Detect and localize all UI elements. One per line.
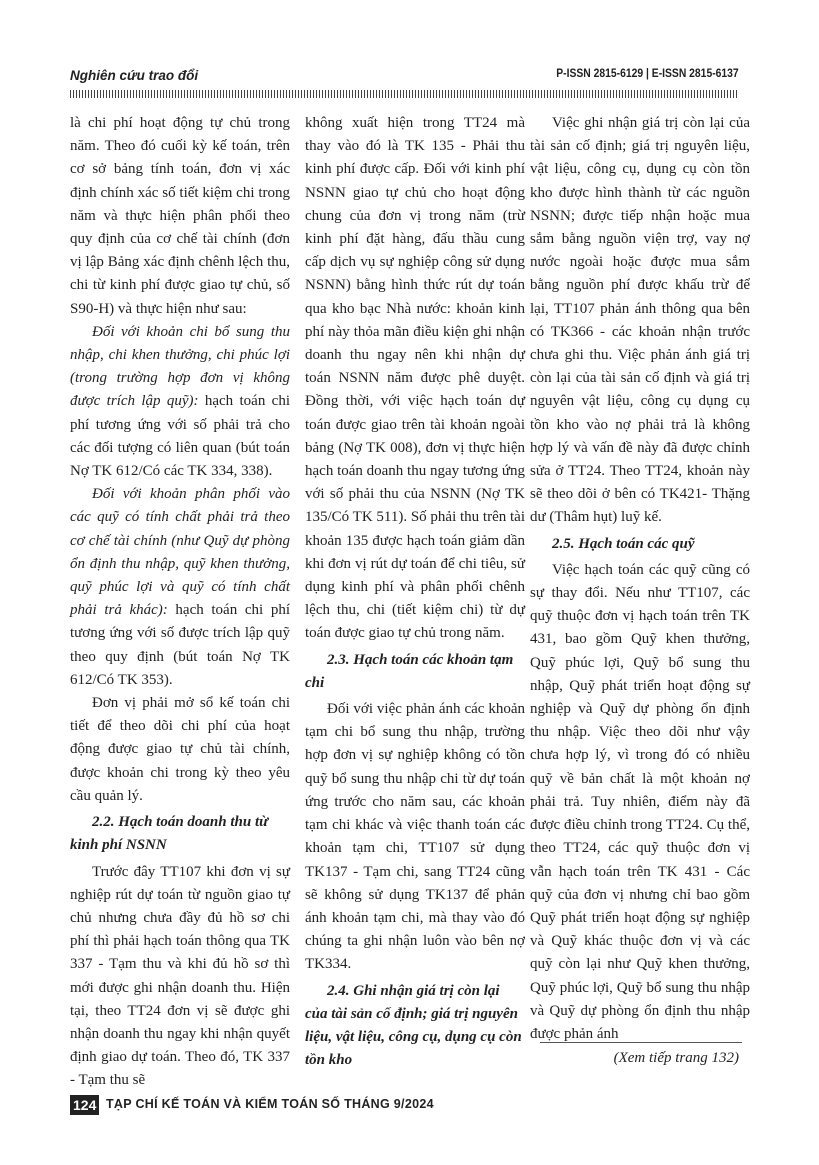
paragraph: không xuất hiện trong TT24 mà thay vào đó là TK 135 - Phải thu kinh phí được cấp. Đối với kinh phí NSNN giao tự chủ cho hoạt động chung của đơn vị trong năm (trừ kinh phí đặt hàng, đấu thầu cung cấp dịch vụ sự nghiệp công sử dụng NSNN) bằng hình thức rút dự toán qua kho bạc Nhà nước: khoản kinh phí này thỏa mãn điều kiện ghi nhận doanh thu ngay nên khi nhận dự toán NSNN năm được phê duyệt. Đồng thời, với việc hạch toán dự toán được giao trên tài khoản ngoài bảng (Nợ TK 008), đơn vị thực hiện hạch toán doanh thu ngay tương ứng với số phải thu của NSNN (Nợ TK 135/Có TK 511). Số phải thu trên tài khoản 135 được hạch toán giảm dần khi đơn vị rút dự toán để chi tiêu, sử dụng kinh phí và phân phối chênh lệch thu, chi (tiết kiệm chi) từ dự toán được giao tự chủ trong năm. [305,115,525,642]
issn-label: P-ISSN 2815-6129 | E-ISSN 2815-6137 [556,68,739,80]
italic-lead: Đối với khoản chi bổ sung thu nhập, chi khen thưởng, chi phúc lợi (trong trường hợp đơn vị không được trích lập quỹ): [70,323,290,410]
continued-divider [540,1042,742,1043]
paragraph: Việc hạch toán các quỹ cũng có sự thay đổi. Nếu như TT107, các quỹ thuộc đơn vị hạch toán trên TK 431, bao gồm Quỹ khen thưởng, Quỹ phúc lợi, Quỹ bổ sung thu nhập, Quỹ phát triển hoạt động sự nghiệp và Quỹ dự phòng ổn định thu nhập. Việc theo dõi như vậy chưa hợp lý, vì trong đó có nhiều quỹ về bản chất là một khoản nợ phải trả. Tuy nhiên, điểm này đã được điều chỉnh trong TT24. Cụ thể, theo TT24, các quỹ thuộc đơn vị vẫn hạch toán trên TK 431 - Các quỹ của đơn vị nhưng chỉ bao gồm Quỹ phát triển hoạt động sự nghiệp và Quỹ khác thuộc đơn vị và các quỹ còn lại như Quỹ khen thưởng, Quỹ phúc lợi, Quỹ bổ sung thu nhập và Quỹ dự phòng ổn định thu nhập được phản ánh [530,561,750,1042]
paragraph: Đối với việc phản ánh các khoản tạm chi bổ sung thu nhập, trường hợp đơn vị sự nghiệp không có tồn quỹ bổ sung thu nhập chi từ dự toán ứng trước cho năm sau, các khoản tạm chi khác và việc thanh toán các khoản tạm chi, TT107 sử dụng TK137 - Tạm chi, sang TT24 cũng sẽ không sử dụng TK137 để phản ánh khoản tạm chi, mà thay vào đó chúng ta ghi nhận luôn vào bên nợ TK334. [305,701,525,973]
continued-note: (Xem tiếp trang 132) [613,1050,739,1066]
paragraph: Việc ghi nhận giá trị còn lại của tài sản cố định; giá trị nguyên liệu, vật liệu, công cụ, dụng cụ còn tồn kho được hình thành từ các nguồn NSNN; được tiếp nhận hoặc mua sắm bằng nguồn viện trợ, vay nợ nước ngoài hoặc được mua sắm bằng nguồn phí được khấu trừ để lại, TT107 phản ánh thông qua bên có TK366 - các khoản nhận trước chưa ghi thu. Việc phản ánh giá trị còn lại của tài sản cố định và giá trị nguyên vật liệu, công cụ dụng cụ tồn kho vào nợ phải trả là không hợp lý và vấn đề này đã được chỉnh sửa ở TT24. Theo TT24, khoản này sẽ theo dõi ở bên có TK421- Thặng dư (Thâm hụt) luỹ kế. [530,115,750,526]
paragraph [70,483,290,692]
section-heading: 2.5. Hạch toán các quỹ [552,535,695,552]
header-divider [70,90,739,98]
paragraph-text: hạch toán chi phí tương ứng với số được trích lập quỹ theo quy định (bút toán Nợ TK 612/Có TK 353). [70,602,290,688]
journal-title: TẠP CHÍ KẾ TOÁN VÀ KIỂM TOÁN SỐ THÁNG 9/2024 [106,1097,434,1111]
paragraph: là chi phí hoạt động tự chủ trong năm. Theo đó cuối kỳ kế toán, trên cơ sở bảng tính toán, đơn vị xác định chính xác số tiết kiệm chi trong năm và thực hiện phân phối theo quy định của cơ chế tài chính (đơn vị lập Bảng xác định chênh lệch thu, chi từ kinh phí được giao tự chủ, số S90-H) và thực hiện như sau: [70,115,290,317]
section-heading: 2.2. Hạch toán doanh thu từ kinh phí NSNN [70,814,269,854]
column-1 [70,112,290,1089]
column-3 [530,112,750,1072]
italic-lead: Đối với khoản phân phối vào các quỹ có tính chất phải trả theo cơ chế tài chính (như Quỹ dự phòng ổn định thu nhập, quỹ khen thưởng, quỹ phúc lợi và quỹ có tính chất phải trả khác): [70,486,290,619]
paragraph: Trước đây TT107 khi đơn vị sự nghiệp rút dự toán từ nguồn giao tự chủ nhưng chưa đầy đủ hồ sơ chi phí thì phải hạch toán thông qua TK 337 - Tạm thu và khi đủ hồ sơ thì mới được ghi nhận doanh thu. Hiện tại, theo TT24 đơn vị sẽ được ghi nhận doanh thu ngay khi nhận quyết định giao dự toán. Theo đó, TK 337 - Tạm thu sẽ [70,863,290,1089]
section-heading: 2.3. Hạch toán các khoản tạm chi [305,651,514,691]
paragraph-text: hạch toán chi phí tương ứng với số phải trả cho các đối tượng có liên quan (bút toán Nợ TK 612/Có các TK 334, 338). [70,393,290,480]
section-title: Nghiên cứu trao đổi [70,68,199,83]
paragraph: Đơn vị phải mở sổ kế toán chi tiết để theo dõi chi phí của hoạt động được giao tự chủ tài chính, được khoản chi trong kỳ theo yêu cầu quản lý. [70,695,290,804]
page-number: 124 [70,1095,99,1115]
column-2 [305,112,525,1072]
paragraph [70,321,290,483]
section-heading: 2.4. Ghi nhận giá trị còn lại của tài sản cố định; giá trị nguyên liệu, vật liệu, công cụ, dụng cụ còn tồn kho [305,982,522,1069]
